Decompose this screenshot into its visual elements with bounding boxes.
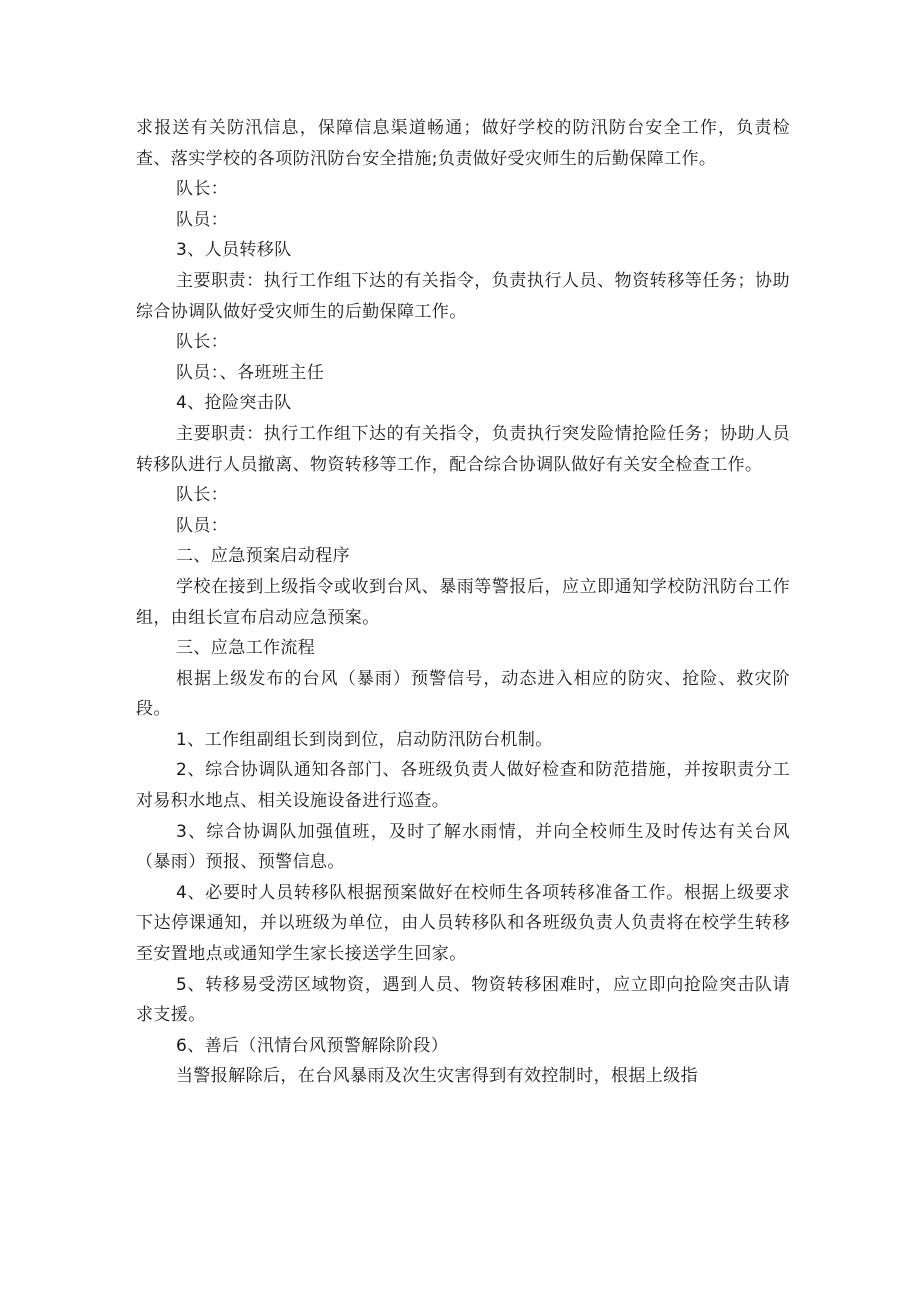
- paragraph-step-5: 5、转移易受涝区域物资，遇到人员、物资转移困难时，应立即向抢险突击队请求支援。: [136, 974, 790, 1026]
- paragraph-member-label: 队员：: [176, 515, 229, 536]
- heading-personnel-transfer-team: 3、人员转移队: [176, 240, 292, 261]
- paragraph-step-1: 1、工作组副组长到岗到位，启动防汛防台机制。: [176, 729, 553, 750]
- paragraph-rescue-team-duties: 主要职责：执行工作组下达的有关指令，负责执行突发险情抢险任务；协助人员转移队进行人员撤离、物资转移等工作，配合综合协调队做好有关安全检查工作。: [136, 423, 790, 475]
- paragraph-step-6: 6、善后（汛情台风预警解除阶段）: [176, 1035, 449, 1056]
- paragraph-step-3: 3、综合协调队加强值班，及时了解水雨情，并向全校师生及时传达有关台风（暴雨）预报、预警信息。: [136, 821, 790, 873]
- paragraph-leader-label: 队长：: [176, 485, 229, 506]
- paragraph-plan-activation: 学校在接到上级指令或收到台风、暴雨等警报后，应立即通知学校防汛防台工作组，由组长宣布启动应急预案。: [136, 576, 790, 628]
- paragraph-leader-label: 队长：: [176, 179, 229, 200]
- paragraph-leader-label: 队长：: [176, 332, 229, 353]
- paragraph-workflow-intro: 根据上级发布的台风（暴雨）预警信号，动态进入相应的防灾、抢险、救灾阶段。: [136, 668, 790, 720]
- heading-workflow: 三、应急工作流程: [176, 638, 316, 659]
- heading-plan-activation: 二、应急预案启动程序: [176, 546, 350, 567]
- paragraph-member-label: 队员：: [176, 209, 229, 230]
- paragraph-aftermath: 当警报解除后，在台风暴雨及次生灾害得到有效控制时，根据上级指: [176, 1066, 698, 1087]
- paragraph-member-label: 队员：、各班班主任: [176, 362, 325, 383]
- paragraph-duty-continuation: 求报送有关防汛信息，保障信息渠道畅通；做好学校的防汛防台安全工作，负责检查、落实学校的各项防汛防台安全措施;负责做好受灾师生的后勤保障工作。: [136, 118, 790, 169]
- paragraph-step-2: 2、综合协调队通知各部门、各班级负责人做好检查和防范措施，并按职责分工对易积水地点、相关设施设备进行巡查。: [136, 760, 790, 812]
- document-body: [136, 113, 790, 1092]
- paragraph-transfer-team-duties: 主要职责：执行工作组下达的有关指令，负责执行人员、物资转移等任务；协助综合协调队做好受灾师生的后勤保障工作。: [136, 270, 790, 322]
- heading-rescue-team: 4、抢险突击队: [176, 393, 292, 414]
- paragraph-step-4: 4、必要时人员转移队根据预案做好在校师生各项转移准备工作。根据上级要求下达停课通知，并以班级为单位，由人员转移队和各班级负责人负责将在校学生转移至安置地点或通知学生家长接送学生回家。: [136, 882, 790, 965]
